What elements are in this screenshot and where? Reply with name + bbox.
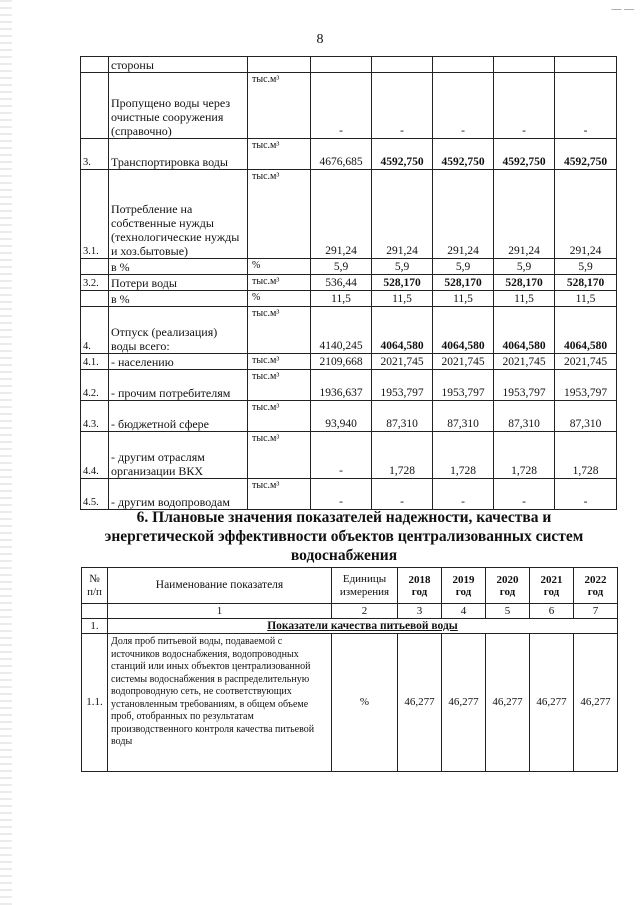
- row-number: [81, 73, 109, 139]
- row-value: 528,170: [433, 275, 494, 291]
- row-value: 11,5: [433, 291, 494, 307]
- row-number: 3.2.: [81, 275, 109, 291]
- row-unit: тыс.м³: [248, 73, 311, 139]
- table-row: [81, 370, 617, 401]
- row-unit: [248, 57, 311, 73]
- row-name: - населению: [109, 354, 248, 370]
- row-value: -: [311, 73, 372, 139]
- row-value: 528,170: [372, 275, 433, 291]
- indicator-row: [82, 634, 618, 772]
- row-value: 5,9: [433, 259, 494, 275]
- corner-mark: — —: [611, 4, 634, 15]
- row-number: [81, 57, 109, 73]
- row-value: 4676,685: [311, 139, 372, 170]
- row-value: 5,9: [311, 259, 372, 275]
- section-label: Показатели качества питьевой воды: [108, 619, 618, 634]
- table-row: [81, 170, 617, 259]
- table-row: [81, 479, 617, 510]
- row-value: -: [433, 73, 494, 139]
- table-row: [81, 259, 617, 275]
- row-name: - другим водопроводам: [109, 479, 248, 510]
- indicators-table: [81, 567, 618, 772]
- indicator-value: 46,277: [530, 634, 574, 772]
- table-row: [81, 307, 617, 354]
- row-name: - прочим потребителям: [109, 370, 248, 401]
- row-value: 1953,797: [494, 370, 555, 401]
- row-value: [372, 57, 433, 73]
- row-number: 3.: [81, 139, 109, 170]
- indicator-value: 46,277: [398, 634, 442, 772]
- row-unit: тыс.м³: [248, 170, 311, 259]
- row-value: [555, 57, 617, 73]
- row-value: 291,24: [555, 170, 617, 259]
- row-value: 1,728: [433, 432, 494, 479]
- row-unit: тыс.м³: [248, 275, 311, 291]
- row-value: 87,310: [555, 401, 617, 432]
- row-value: 5,9: [372, 259, 433, 275]
- row-value: 291,24: [311, 170, 372, 259]
- row-value: 4064,580: [433, 307, 494, 354]
- row-value: 11,5: [372, 291, 433, 307]
- row-name: - другим отраслям организации ВКХ: [109, 432, 248, 479]
- table-row: [81, 291, 617, 307]
- col-number: 5: [486, 604, 530, 619]
- row-number: 4.4.: [81, 432, 109, 479]
- row-value: -: [433, 479, 494, 510]
- row-value: 93,940: [311, 401, 372, 432]
- row-value: 4140,245: [311, 307, 372, 354]
- row-value: 1953,797: [433, 370, 494, 401]
- col-number: 4: [442, 604, 486, 619]
- row-value: 5,9: [494, 259, 555, 275]
- header-num: № п/п: [82, 568, 108, 604]
- row-value: 87,310: [372, 401, 433, 432]
- row-unit: тыс.м³: [248, 479, 311, 510]
- row-value: 291,24: [372, 170, 433, 259]
- header-year: 2021 год: [530, 568, 574, 604]
- row-value: 1953,797: [372, 370, 433, 401]
- row-value: 536,44: [311, 275, 372, 291]
- row-name: в %: [109, 291, 248, 307]
- row-unit: тыс.м³: [248, 370, 311, 401]
- row-value: -: [372, 73, 433, 139]
- row-value: 1953,797: [555, 370, 617, 401]
- indicator-value: 46,277: [574, 634, 618, 772]
- row-number: 4.: [81, 307, 109, 354]
- row-unit: тыс.м³: [248, 354, 311, 370]
- row-name: стороны: [109, 57, 248, 73]
- section-row: [82, 619, 618, 634]
- water-balance-table: [80, 56, 617, 510]
- row-unit: тыс.м³: [248, 432, 311, 479]
- row-unit: %: [248, 291, 311, 307]
- row-value: 4064,580: [555, 307, 617, 354]
- row-value: 291,24: [433, 170, 494, 259]
- row-value: 11,5: [555, 291, 617, 307]
- table-row: [81, 275, 617, 291]
- header-row: [82, 568, 618, 604]
- row-unit: тыс.м³: [248, 401, 311, 432]
- header-year: 2020 год: [486, 568, 530, 604]
- col-number: 7: [574, 604, 618, 619]
- indicator-name: Доля проб питьевой воды, подаваемой с источников водоснабжения, водопроводных станций или иных объектов централизованной системы водоснабжения в распределительную водопроводную сеть, не соответствующих установленным требованиям, в общем объеме проб, отобранных по результатам производственного контроля качества питьевой воды: [108, 634, 332, 772]
- row-value: 1936,637: [311, 370, 372, 401]
- row-name: Отпуск (реализация) воды всего:: [109, 307, 248, 354]
- row-name: Транспортировка воды: [109, 139, 248, 170]
- header-year: 2022 год: [574, 568, 618, 604]
- page-number: 8: [316, 32, 324, 47]
- row-value: 4592,750: [494, 139, 555, 170]
- column-numbers-row: [82, 604, 618, 619]
- col-number: 2: [332, 604, 398, 619]
- row-value: [311, 57, 372, 73]
- indicator-value: 46,277: [486, 634, 530, 772]
- row-value: 1,728: [555, 432, 617, 479]
- table-row: [81, 57, 617, 73]
- row-value: [433, 57, 494, 73]
- row-number: 4.2.: [81, 370, 109, 401]
- row-value: 1,728: [372, 432, 433, 479]
- row-value: -: [311, 479, 372, 510]
- row-num: 1.1.: [82, 634, 108, 772]
- header-unit: Единицы измерения: [332, 568, 398, 604]
- row-value: -: [311, 432, 372, 479]
- table-row: [81, 354, 617, 370]
- row-value: 11,5: [494, 291, 555, 307]
- row-value: 5,9: [555, 259, 617, 275]
- row-value: -: [372, 479, 433, 510]
- table-row: [81, 432, 617, 479]
- col-number: [82, 604, 108, 619]
- row-value: -: [555, 73, 617, 139]
- row-unit: тыс.м³: [248, 307, 311, 354]
- row-value: 2021,745: [433, 354, 494, 370]
- row-value: 2021,745: [494, 354, 555, 370]
- table-row: [81, 401, 617, 432]
- indicator-value: 46,277: [442, 634, 486, 772]
- row-value: 1,728: [494, 432, 555, 479]
- col-number: 3: [398, 604, 442, 619]
- row-number: [81, 291, 109, 307]
- row-name: Потери воды: [109, 275, 248, 291]
- row-number: [81, 259, 109, 275]
- row-value: -: [494, 73, 555, 139]
- row-value: -: [555, 479, 617, 510]
- row-value: 4592,750: [555, 139, 617, 170]
- header-year: 2018 год: [398, 568, 442, 604]
- scan-edge: [0, 0, 12, 905]
- row-value: -: [494, 479, 555, 510]
- row-name: - бюджетной сфере: [109, 401, 248, 432]
- row-value: 2021,745: [555, 354, 617, 370]
- section-num: 1.: [82, 619, 108, 634]
- row-value: 2109,668: [311, 354, 372, 370]
- col-number: 1: [108, 604, 332, 619]
- row-name: Потребление на собственные нужды (технологические нужды и хоз.бытовые): [109, 170, 248, 259]
- row-name: Пропущено воды через очистные сооружения (справочно): [109, 73, 248, 139]
- col-number: 6: [530, 604, 574, 619]
- row-number: 4.1.: [81, 354, 109, 370]
- row-value: 528,170: [555, 275, 617, 291]
- row-value: [494, 57, 555, 73]
- row-value: 4064,580: [494, 307, 555, 354]
- row-value: 87,310: [494, 401, 555, 432]
- row-value: 528,170: [494, 275, 555, 291]
- row-number: 4.5.: [81, 479, 109, 510]
- header-name: Наименование показателя: [108, 568, 332, 604]
- header-year: 2019 год: [442, 568, 486, 604]
- row-number: 3.1.: [81, 170, 109, 259]
- row-name: в %: [109, 259, 248, 275]
- row-value: 4592,750: [433, 139, 494, 170]
- indicator-unit: %: [332, 634, 398, 772]
- row-unit: тыс.м³: [248, 139, 311, 170]
- row-number: 4.3.: [81, 401, 109, 432]
- row-value: 4592,750: [372, 139, 433, 170]
- row-value: 11,5: [311, 291, 372, 307]
- row-value: 4064,580: [372, 307, 433, 354]
- table-row: [81, 139, 617, 170]
- row-value: 87,310: [433, 401, 494, 432]
- table-row: [81, 73, 617, 139]
- row-unit: %: [248, 259, 311, 275]
- section-title: 6. Плановые значения показателей надежности, качества и энергетической эффективности объектов централизованных систем водоснабжения: [104, 509, 584, 564]
- row-value: 2021,745: [372, 354, 433, 370]
- row-value: 291,24: [494, 170, 555, 259]
